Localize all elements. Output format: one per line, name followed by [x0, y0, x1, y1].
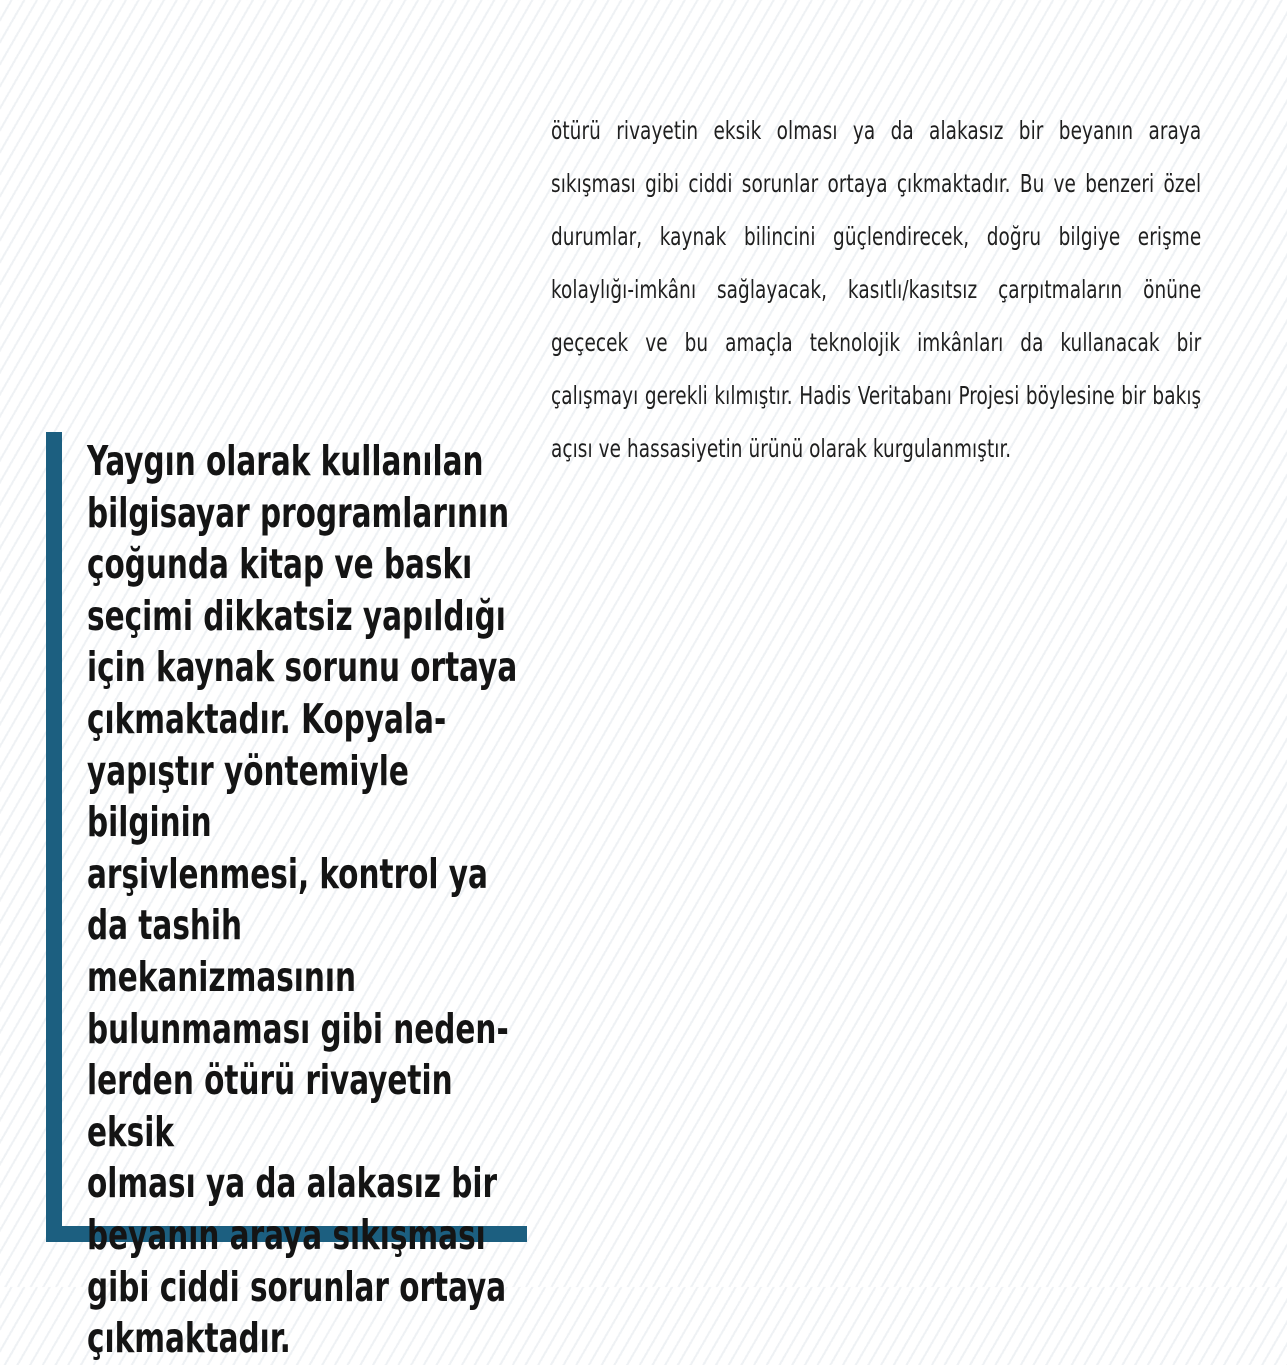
pull-quote-text: Yaygın olarak kullanılan bilgisayar programlarının çoğunda kitap ve baskı seçimi dikkatsiz yapıldığı için kaynak sorunu ortaya çıkmaktadır. Kopyala- yapıştır yöntemiyle bilginin arşivlenmesi, kontrol ya da tashih mekanizmasının bulunmaması gibi neden- lerden ötürü rivayetin eksik olması ya da alakasız bir beyanın araya sıkışması gibi ciddi sorunlar ortaya çıkmaktadır.: [87, 437, 518, 1363]
body-paragraph: ötürü rivayetin eksik olması ya da alakasız bir beyanın araya sıkışması gibi ciddi sorunlar ortaya çıkmaktadır. Bu ve benzeri özel durumlar, kaynak bilincini güçlendirecek, doğru bilgiye erişme kolaylığı-imkânı sağlayacak, kasıtlı/kasıtsız çarpıtmaların önüne geçecek ve bu amaçla teknolojik imkânları da kullanacak bir çalışmayı gerekli kılmıştır. Hadis Veritabanı Projesi böylesine bir bakış açısı ve hassasiyetin ürünü olarak kurgulanmıştır.: [551, 116, 1202, 463]
pull-quote-box: [46, 432, 527, 1363]
pull-quote-left-bar: [46, 432, 62, 1242]
